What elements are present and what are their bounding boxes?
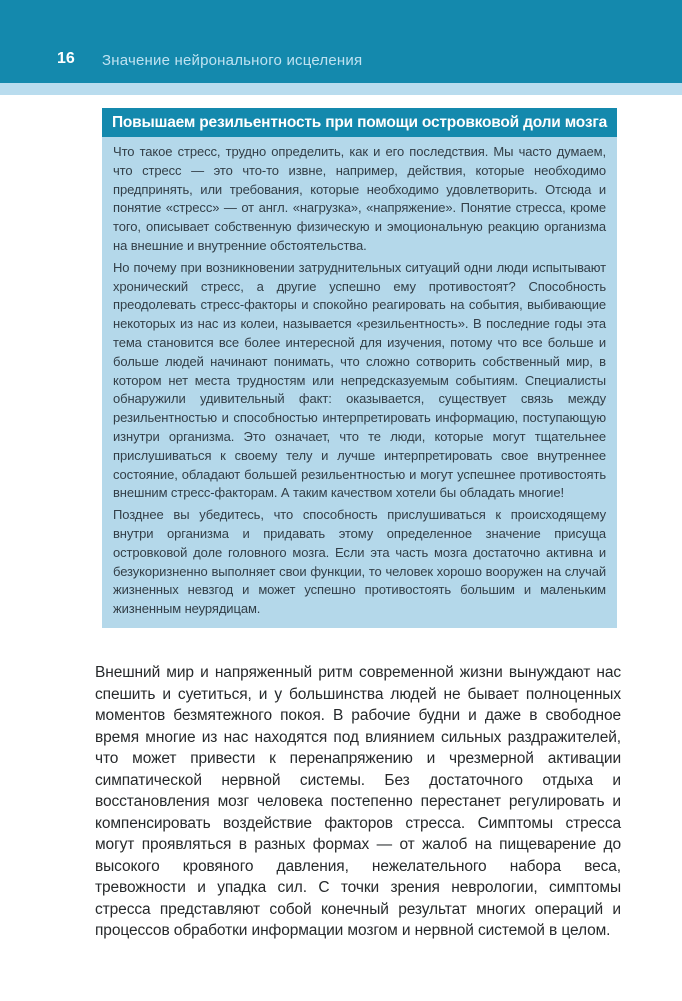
callout-title: Повышаем резильентность при помощи островковой доли мозга: [102, 108, 617, 137]
callout-box: [102, 108, 617, 628]
callout-paragraph-2: Но почему при возникновении затруднительных ситуаций одни люди испытывают хронический стресс, а другие успешно ему противостоят? Способность преодолевать стресс-факторы и спокойно реагировать на события, выбивающие некоторых из нас из колеи, называется «резильентность». В последние годы эта тема становится все более интересной для изучения, потому что все больше и больше людей начинают понимать, что сложно сотворить собственный мир, в котором нет места трудностям или непредсказуемым событиям. Специалисты обнаружили удивительный факт: оказывается, существует связь между резильентностью и способностью интерпретировать информацию, поступающую изнутри организма. Это означает, что те люди, которые могут тщательнее прислушиваться к своему телу и лучше интерпретировать свое внутреннее состояние, обладают большей резильентностью и могут успешнее противостоять внешним стресс-факторам. А таким качеством хотели бы обладать многие!: [113, 259, 606, 501]
page-number: 16: [57, 50, 75, 67]
body-paragraph-1: Внешний мир и напряженный ритм современной жизни вынуждают нас спешить и суетиться, и у большинства людей не бывает полноценных моментов безмятежного покоя. В рабочие будни и даже в свободное время многие из нас находятся под влиянием сильных раздражителей, что может привести к перенапряжению и чрезмерной активации симпатической нервной системы. Без достаточного отдыха и восстановления мозг человека постепенно перестанет регулировать и компенсировать воздействие факторов стресса. Симптомы стресса могут проявляться в разных формах — от жалоб на пищеварение до высокого кровяного давления, нежелательного набора веса, тревожности и упадка сил. С точки зрения неврологии, симптомы стресса представляют собой конечный результат многих операций и процессов обработки информации мозгом и нервной системой в целом.: [95, 664, 621, 939]
callout-paragraph-3: Позднее вы убедитесь, что способность прислушиваться к происходящему внутри организма и придавать этому определенное значение присуща островковой доле головного мозга. Если эта часть мозга достаточно активна и безукоризненно выполняет свои функции, то человек хорошо вооружен на случай жизненных невзгод и может успешно противостоять большим и маленьким жизненным неурядицам.: [113, 507, 606, 617]
chapter-title: Значение нейронального исцеления: [102, 52, 363, 69]
callout-body: [102, 137, 617, 628]
page-header: [0, 0, 682, 83]
page-body: [95, 662, 621, 942]
header-accent-strip: [0, 83, 682, 95]
callout-paragraph-1: Что такое стресс, трудно определить, как и его последствия. Мы часто думаем, что стресс — это что-то извне, например, действия, которые необходимо предпринять, или требования, которые необходимо удовлетворить. Отсюда и понятие «стресс» — от англ. «нагрузка», «напряжение». Понятие стресса, кроме того, описывает собственную физическую и эмоциональную реакцию организма на внешние и внутренние обстоятельства.: [113, 144, 606, 253]
